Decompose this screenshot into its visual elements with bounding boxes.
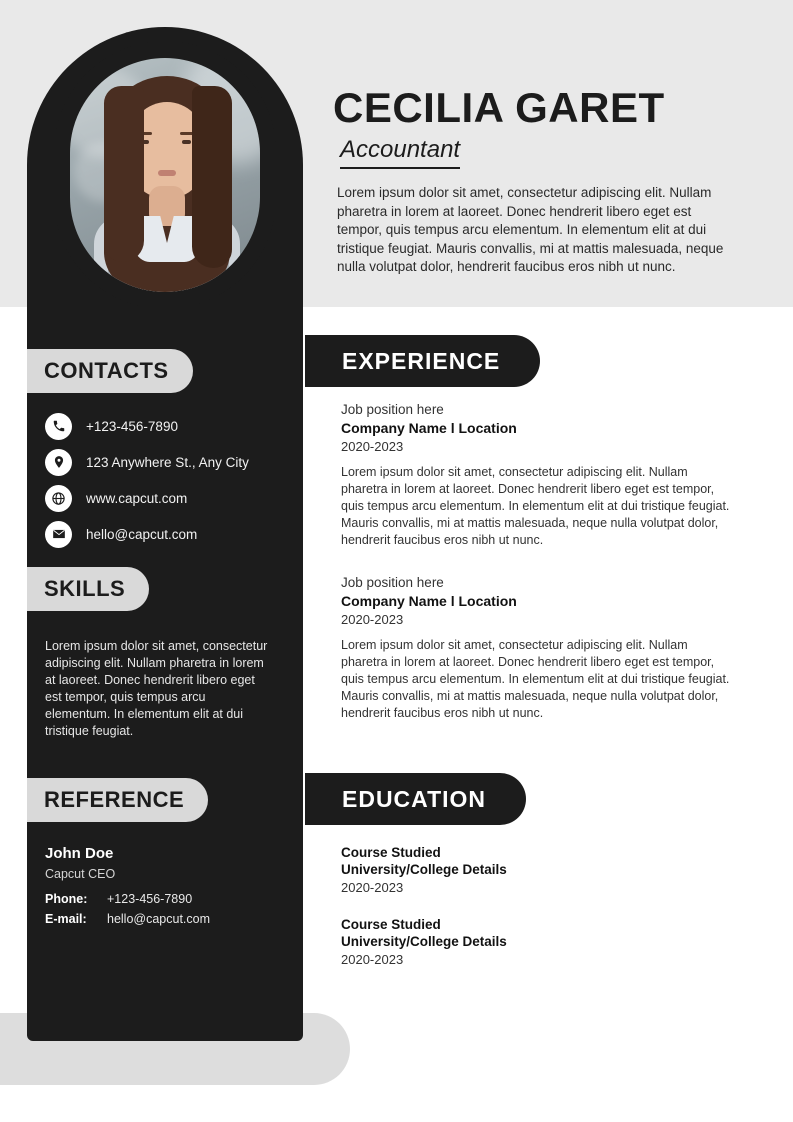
experience-position: Job position here [341,575,444,590]
contacts-list [45,408,295,552]
experience-title: EXPERIENCE [342,347,501,374]
experience-list [341,402,737,748]
location-pin-icon [45,449,72,476]
education-date: 2020-2023 [341,952,404,967]
education-school: University/College Details [341,934,507,949]
section-heading-skills [27,567,149,611]
contact-address-value: 123 Anywhere St., Any City [86,454,249,470]
section-heading-education [305,773,526,825]
candidate-role: Accountant [340,136,460,169]
contact-website-value: www.capcut.com [86,490,188,506]
reference-phone-label: Phone: [45,892,88,906]
experience-position: Job position here [341,402,444,417]
education-course: Course Studied [341,917,441,932]
reference-phone-row [45,892,280,906]
reference-phone-value: +123-456-7890 [107,892,193,906]
education-title: EDUCATION [342,785,487,812]
reference-title: REFERENCE [44,787,185,812]
contact-item-address[interactable] [45,444,295,480]
contact-item-email[interactable] [45,516,295,552]
experience-company: Company Name l Location [341,593,517,609]
reference-block [45,845,280,932]
profile-summary: Lorem ipsum dolor sit amet, consectetur adipiscing elit. Nullam pharetra in lorem at laoreet. Donec hendrerit libero eget est tempor, quis tempus arcu elementum. In elementum elit at dui tristique feugiat. Mauris convallis, mi at mattis malesuada, neque nulla volutpat dolor, hendrerit faucibus eros nibh ut nunc. [337,185,724,274]
education-list [341,845,737,989]
reference-job-title: Capcut CEO [45,867,116,881]
reference-email-value: hello@capcut.com [107,912,211,926]
education-item [341,845,737,895]
education-item [341,917,737,967]
phone-icon [45,413,72,440]
contact-item-phone[interactable] [45,408,295,444]
skills-description: Lorem ipsum dolor sit amet, consectetur adipiscing elit. Nullam pharetra in lorem at laoreet. Donec hendrerit libero eget est tempor, quis tempus arcu elementum. In elementum elit at dui tristique feugiat. [45,639,268,738]
envelope-icon [45,521,72,548]
candidate-name: CECILIA GARET [333,84,665,131]
experience-description: Lorem ipsum dolor sit amet, consectetur adipiscing elit. Nullam pharetra in lorem at laoreet. Donec hendrerit libero eget est tempor, quis tempus arcu elementum. In elementum elit at dui tristique feugiat. Mauris convallis, mi at mattis malesuada, neque nulla volutpat dolor, hendrerit faucibus eros nibh ut nunc. [341,465,730,547]
education-course: Course Studied [341,845,441,860]
experience-date: 2020-2023 [341,612,404,627]
reference-email-row [45,912,280,926]
contact-phone-value: +123-456-7890 [86,418,178,434]
section-heading-contacts [27,349,193,393]
education-date: 2020-2023 [341,880,404,895]
profile-photo [54,41,276,309]
globe-icon [45,485,72,512]
education-school: University/College Details [341,862,507,877]
experience-item [341,575,737,722]
experience-company: Company Name l Location [341,420,517,436]
experience-date: 2020-2023 [341,439,404,454]
contact-item-website[interactable] [45,480,295,516]
experience-item [341,402,737,549]
experience-description: Lorem ipsum dolor sit amet, consectetur adipiscing elit. Nullam pharetra in lorem at laoreet. Donec hendrerit libero eget est tempor, quis tempus arcu elementum. In elementum elit at dui tristique feugiat. Mauris convallis, mi at mattis malesuada, neque nulla volutpat dolor, hendrerit faucibus eros nibh ut nunc. [341,638,730,720]
contact-email-value: hello@capcut.com [86,526,198,542]
contacts-title: CONTACTS [44,358,169,383]
photo-image [70,58,260,292]
section-heading-experience [305,335,540,387]
skills-title: SKILLS [44,576,126,601]
reference-email-label: E-mail: [45,912,87,926]
reference-name: John Doe [45,845,114,862]
section-heading-reference [27,778,208,822]
